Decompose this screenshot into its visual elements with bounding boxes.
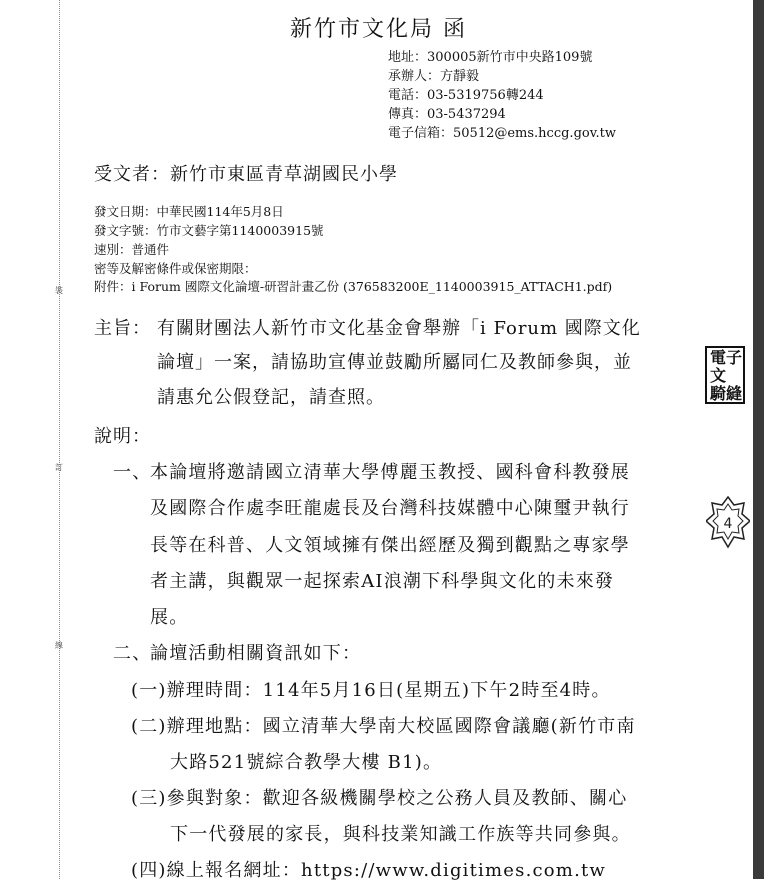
explanation-label: 說明： — [94, 426, 151, 447]
binding-mark-bottom: 線 — [55, 641, 63, 650]
item-line: 展。 — [150, 607, 189, 628]
badge-icon — [706, 495, 750, 555]
badge-number: 4 — [723, 516, 733, 532]
item-number: 二、 — [113, 643, 152, 664]
sub-item-venue: (二)辦理地點：國立清華大學南大校區國際會議廳(新竹市南 — [131, 716, 636, 737]
viewer-edge — [753, 0, 764, 879]
binding-mark-top: 裝 — [55, 286, 63, 295]
subject-line: 論壇」一案，請協助宣傳並鼓勵所屬同仁及教師參與，並 — [157, 352, 632, 373]
page-badge — [706, 495, 750, 559]
sub-item-audience: (三)參與對象：歡迎各級機關學校之公務人員及教師、關心 — [131, 788, 628, 809]
item-line: 者主講，與觀眾一起探索AI浪潮下科學與文化的未來發 — [150, 571, 615, 592]
item-number: 一、 — [113, 462, 152, 483]
issue-date: 發文日期：中華民國114年5月8日 — [94, 204, 284, 219]
recipient: 受文者：新竹市東區青草湖國民小學 — [94, 164, 398, 185]
sub-item-venue-cont: 大路521號綜合教學大樓 B1)。 — [170, 752, 443, 773]
sub-item-audience-cont: 下一代發展的家長，與科技業知識工作族等共同參與。 — [170, 824, 631, 845]
binding-line — [59, 0, 60, 879]
sub-item-registration-url[interactable]: (四)線上報名網址：https://www.digitimes.com.tw — [131, 860, 607, 881]
e-document-stamp: 電子文 騎縫 — [705, 346, 745, 404]
contact-email: 電子信箱：50512@ems.hccg.gov.tw — [388, 126, 617, 141]
subject-label: 主旨： — [94, 318, 151, 339]
item-line: 及國際合作處李旺龍處長及台灣科技媒體中心陳璽尹執行 — [150, 498, 630, 519]
sub-item-time: (一)辦理時間：114年5月16日(星期五)下午2時至4時。 — [131, 680, 611, 701]
attachment-link[interactable]: 附件：i Forum 國際文化論壇-研習計畫乙份 (376583200E_1140003915_ATTACH1.pdf) — [94, 279, 613, 294]
item-line: 論壇活動相關資訊如下： — [150, 643, 362, 664]
contact-address: 地址：300005新竹市中央路109號 — [388, 50, 593, 65]
binding-mark-middle: 訂 — [55, 463, 63, 472]
document-number: 發文字號：竹市文藝字第1140003915號 — [94, 223, 324, 238]
subject-line: 有關財團法人新竹市文化基金會舉辦「i Forum 國際文化 — [157, 318, 641, 339]
subject-line: 請惠允公假登記，請查照。 — [157, 387, 385, 408]
document-title: 新竹市文化局 函 — [290, 17, 467, 42]
delivery-speed: 速別：普通件 — [94, 242, 170, 257]
item-line: 本論壇將邀請國立清華大學傅麗玉教授、國科會科教發展 — [150, 462, 630, 483]
secrecy-level: 密等及解密條件或保密期限： — [94, 261, 257, 276]
contact-phone: 電話：03-5319756轉244 — [388, 88, 544, 103]
contact-fax: 傳真：03-5437294 — [388, 107, 506, 122]
contact-handler: 承辦人：方靜毅 — [388, 69, 480, 84]
item-line: 長等在科普、人文領域擁有傑出經歷及獨到觀點之專家學 — [150, 535, 630, 556]
